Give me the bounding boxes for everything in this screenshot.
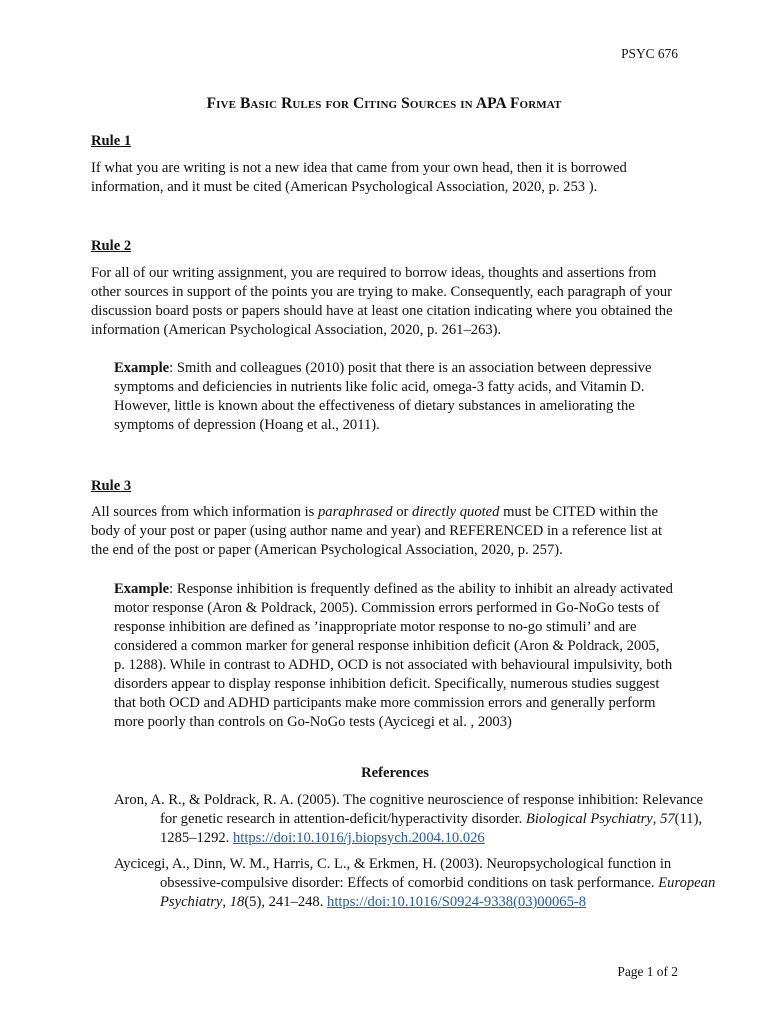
rule-1-text: If what you are writing is not a new idea that came from your own head, then it is borrowed information, and it must be cited (American Psychological Association, 2020, p. 253 ). <box>91 160 627 195</box>
example-label: Example <box>114 581 170 597</box>
rule-3-text-part: All sources from which information is <box>91 504 318 520</box>
page-title: Five Basic Rules for Citing Sources in APA Format <box>206 95 562 112</box>
example-label: Example <box>114 360 170 376</box>
example-text: : Response inhibition is frequently defined as the ability to inhibit an already activated motor response (Aron & Poldrack, 2005). Commission errors performed in Go-NoGo tests of response inhibition are defined as ’inappropriate motor response to no-go stimuli’ and are considered a common marker for general response inhibition deficit (Aron & Poldrack, 2005, p. 1288). While in contrast to ADHD, OCD is not associated with behavioural impulsivity, both disorders appear to display response inhibition deficit. Specifically, numerous studies suggest that both OCD and ADHD participants make more commission errors and generally perform more poorly than controls on Go-NoGo tests (Aycicegi et al. , 2003) <box>114 581 673 730</box>
rule-2-text: For all of our writing assignment, you are required to borrow ideas, thoughts and assertions from other sources in support of the points you are trying to make. Consequently, each paragraph of your discussion board posts or papers should have at least one citation indicating where you obtained the information (American Psychological Association, 2020, p. 261–263). <box>91 265 673 338</box>
reference-pages: (11), 1285–1292. <box>160 811 703 846</box>
reference-separator: , <box>652 811 661 827</box>
reference-journal: Biological Psychiatry <box>525 811 653 827</box>
rule-3-emphasis: directly quoted <box>412 504 500 520</box>
rule-3-example <box>114 580 674 732</box>
rule-3-emphasis: paraphrased <box>317 504 393 520</box>
reference-doi-link[interactable]: https://doi:10.1016/j.biopsych.2004.10.026 <box>232 830 485 846</box>
course-code: PSYC 676 <box>621 46 678 61</box>
reference-authors: Aron, A. R., & Poldrack, R. A. (2005). The cognitive neuroscience of response inhibition: Relevance for genetic research in attention-deficit/hyperactivity disorder. <box>114 792 704 827</box>
example-text: : Smith and colleagues (2010) posit that there is an association between depressive symptoms and deficiencies in nutrients like folic acid, omega-3 fatty acids, and Vitamin D. However, little is known about the effectiveness of dietary substances in ameliorating the symptoms of depression (Hoang et al., 2011). <box>114 360 652 433</box>
rule-1-heading: Rule 1 <box>91 133 132 149</box>
reference-separator: , <box>222 894 230 910</box>
page-number: Page 1 of 2 <box>617 964 678 979</box>
reference-pages: (5), 241–248. <box>244 894 328 910</box>
reference-journal: European Psychiatry <box>160 875 716 910</box>
reference-authors: Aycicegi, A., Dinn, W. M., Harris, C. L., & Erkmen, H. (2003). Neuropsychological function in obsessive-compulsive disorder: Effects of comorbid conditions on task performance. <box>114 856 672 891</box>
rule-3-heading: Rule 3 <box>91 478 132 494</box>
rule-3-text <box>91 503 681 560</box>
reference-doi-link[interactable]: https://doi:10.1016/S0924-9338(03)00065-8 <box>327 894 587 910</box>
rule-2-heading: Rule 2 <box>91 238 132 254</box>
reference-volume: 18 <box>229 894 245 910</box>
rule-3-text-part: or <box>392 504 413 520</box>
references-heading: References <box>361 765 429 781</box>
rule-3-text-part: must be CITED within the body of your post or paper (using author name and year) and REFERENCED in a reference list at the end of the post or paper (American Psychological Association, 2020, p. 257). <box>91 504 663 558</box>
reference-entry <box>114 791 722 848</box>
reference-entry <box>114 855 722 912</box>
rule-2-example <box>114 359 674 435</box>
reference-volume: 57 <box>660 811 675 827</box>
